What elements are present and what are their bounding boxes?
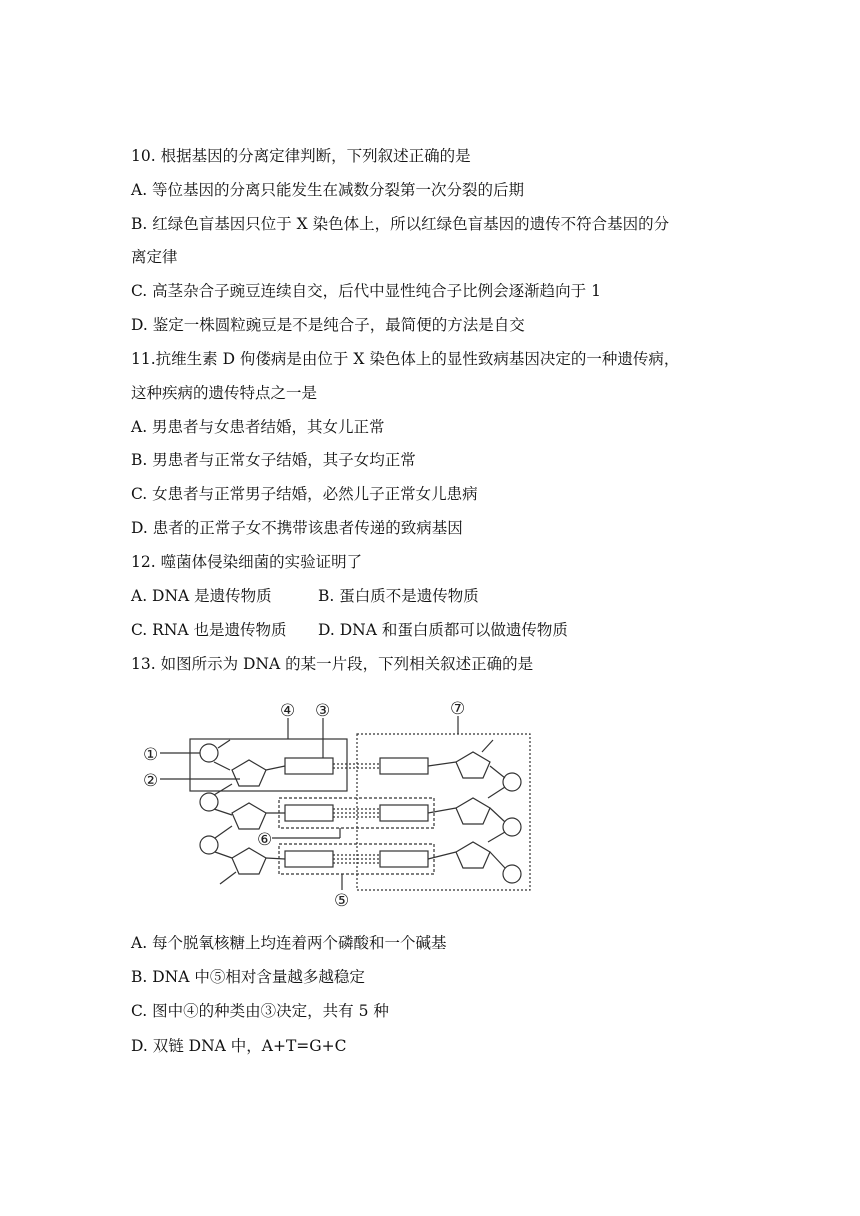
q13-stem: 13. 如图所示为 DNA 的某一片段，下列相关叙述正确的是 [131, 655, 534, 673]
q13-option-d: D. 双链 DNA 中，A+T=G+C [131, 1037, 347, 1055]
q11-option-c: C. 女患者与正常男子结婚，必然儿子正常女儿患病 [131, 485, 478, 503]
phosphate-circle [503, 818, 521, 836]
label-7: ⑦ [450, 699, 466, 719]
phosphate-circle [200, 793, 218, 811]
q12-option-b: B. 蛋白质不是遗传物质 [318, 587, 479, 605]
deoxyribose-pentagon [232, 760, 266, 786]
deoxyribose-pentagon [456, 798, 490, 824]
deoxyribose-pentagon [232, 848, 266, 874]
q10-option-b-cont: 离定律 [131, 248, 178, 266]
q12-option-d: D. DNA 和蛋白质都可以做遗传物质 [318, 621, 568, 639]
base-rect [380, 805, 428, 821]
label-3: ③ [315, 701, 331, 721]
base-rect [380, 758, 428, 774]
q13-option-c: C. 图中④的种类由③决定，共有 5 种 [131, 1002, 389, 1020]
q10-option-c: C. 高茎杂合子豌豆连续自交，后代中显性纯合子比例会逐渐趋向于 1 [131, 282, 601, 300]
phosphate-circle [503, 773, 521, 791]
q10-option-a: A. 等位基因的分离只能发生在减数分裂第一次分裂的后期 [131, 181, 525, 199]
q11-stem: 11.抗维生素 D 佝偻病是由位于 X 染色体上的显性致病基因决定的一种遗传病， [131, 350, 680, 368]
q12-option-a: A. DNA 是遗传物质 [131, 587, 272, 605]
label-5: ⑤ [334, 891, 350, 910]
label-1: ① [143, 745, 159, 765]
deoxyribose-pentagon [456, 842, 490, 868]
phosphate-circle [503, 865, 521, 883]
label-4: ④ [280, 701, 296, 721]
q13-option-b: B. DNA 中⑤相对含量越多越稳定 [131, 968, 365, 986]
q11-stem-cont: 这种疾病的遗传特点之一是 [131, 384, 318, 402]
q10-option-d: D. 鉴定一株圆粒豌豆是不是纯合子，最简便的方法是自交 [131, 316, 525, 334]
base-rect [285, 758, 333, 774]
deoxyribose-pentagon [456, 752, 490, 778]
q12-stem: 12. 噬菌体侵染细菌的实验证明了 [131, 553, 363, 571]
label-2: ② [143, 771, 159, 791]
q10-stem: 10. 根据基因的分离定律判断，下列叙述正确的是 [131, 147, 471, 165]
q11-option-b: B. 男患者与正常女子结婚，其子女均正常 [131, 451, 416, 469]
q12-option-c: C. RNA 也是遗传物质 [131, 621, 287, 639]
deoxyribose-pentagon [232, 803, 266, 829]
q11-option-d: D. 患者的正常子女不携带该患者传递的致病基因 [131, 519, 463, 537]
q13-option-a: A. 每个脱氧核糖上均连着两个磷酸和一个碱基 [131, 934, 447, 952]
base-rect [285, 805, 333, 821]
label-6: ⑥ [257, 830, 273, 850]
phosphate-circle [200, 836, 218, 854]
phosphate-circle [200, 744, 218, 762]
dna-fragment-diagram [135, 696, 545, 910]
base-rect [380, 851, 428, 867]
q10-option-b: B. 红绿色盲基因只位于 X 染色体上，所以红绿色盲基因的遗传不符合基因的分 [131, 215, 670, 233]
base-rect [285, 851, 333, 867]
q11-option-a: A. 男患者与女患者结婚，其女儿正常 [131, 418, 385, 436]
